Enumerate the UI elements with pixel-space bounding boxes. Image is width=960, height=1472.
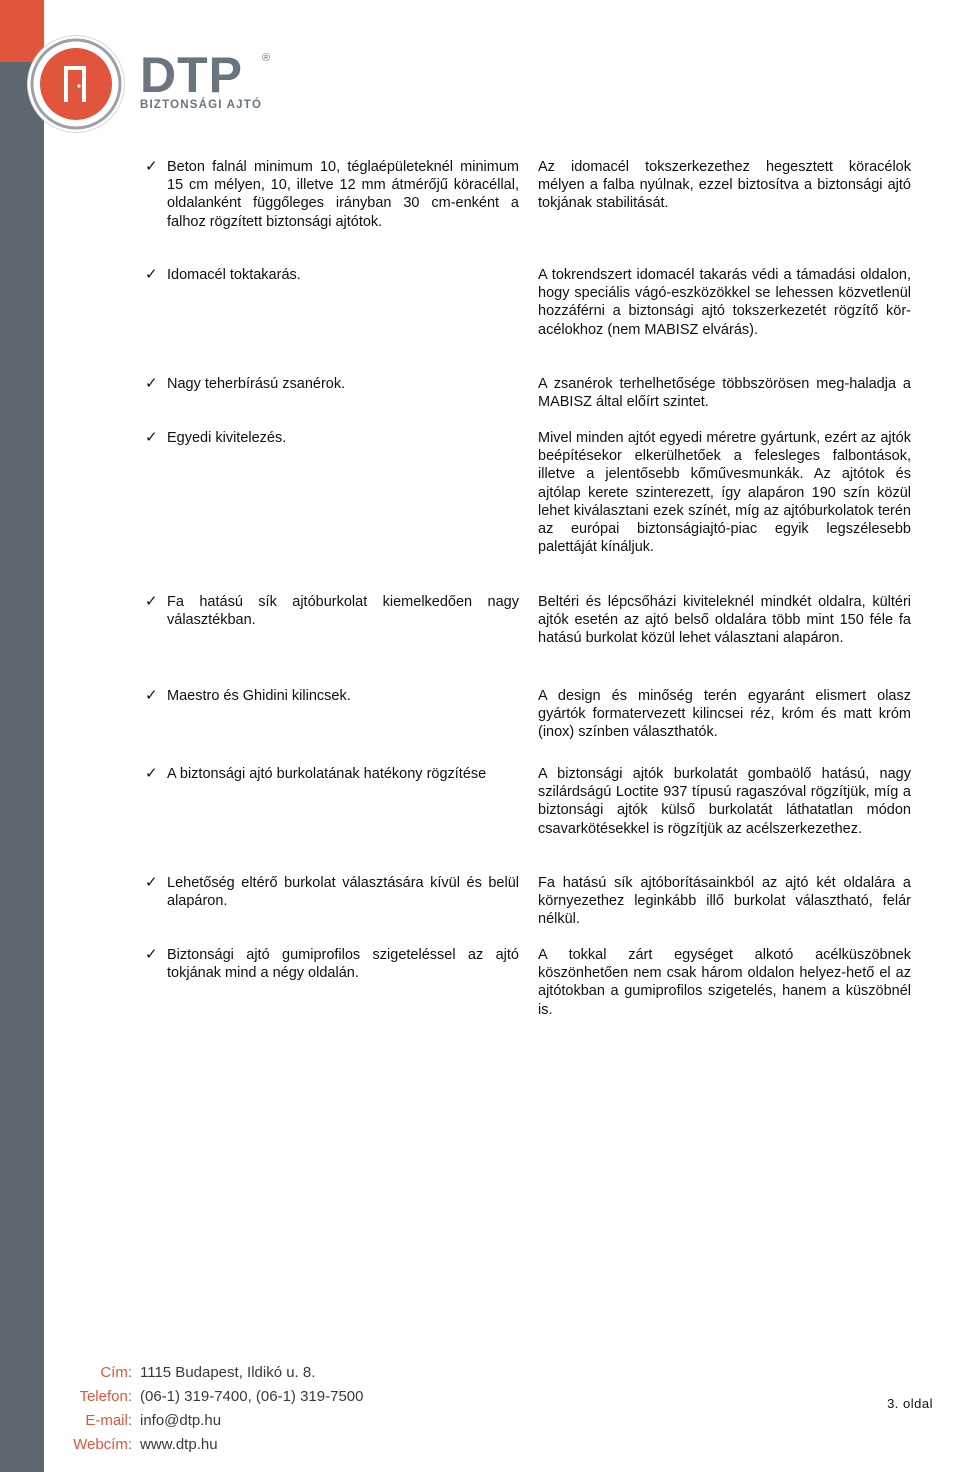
feature-title: Beton falnál minimum 10, téglaépületeknél minimum 15 cm mélyen, 10, illetve 12 mm átmérőjű köracéllal, oldalanként függőleges irányban 30 cm-enként a falhoz rögzített biztonsági ajtótok. [167,159,519,230]
email-value[interactable]: info@dtp.hu [140,1411,222,1429]
feature-title: Fa hatású sík ajtóburkolat kiemelkedően nagy választékban. [167,594,519,629]
feature-description: A tokrendszert idomacél takarás védi a támadási oldalon, hogy speciális vágó-eszközökkel se lehessen közvetlenül hozzáférni a biztonsági ajtó tokszerkezetét rögzítő kör-acélokhoz (nem MABISZ elvárás). [538,267,911,338]
checkmark-icon: ✓ [145,429,158,446]
feature-description: Beltéri és lépcsőházi kiviteleknél mindkét oldalra, kültéri ajtók esetén az ajtó belső oldalára több mint 150 féle fa hatású burkolat közül lehet választani alapáron. [538,594,911,647]
feature-title: Lehetőség eltérő burkolat választására kívül és belül alapáron. [167,875,519,910]
checkmark-icon: ✓ [145,874,158,891]
logo-wordmark: DTP [140,47,243,103]
address-value: 1115 Budapest, Ildikó u. 8. [140,1363,316,1381]
feature-description: Az idomacél tokszerkezethez hegesztett köracélok mélyen a falba nyúlnak, ezzel biztosítva a biztonsági ajtó tokjának stabilitását. [538,159,911,212]
logo-tagline: BIZTONSÁGI AJTÓ [140,99,263,111]
web-line [60,1432,380,1456]
page-number: 3. oldal [887,1396,933,1411]
address-label: Cím: [100,1363,132,1381]
sidebar-band [0,0,44,1472]
checkmark-icon: ✓ [145,158,158,175]
feature-title: Nagy teherbírású zsanérok. [167,376,346,392]
address-line [60,1360,380,1384]
feature-description: A tokkal zárt egységet alkotó acélküszöbnek köszönhetően nem csak három oldalon helyez-hető el az ajtótokban a gumiprofilos szigetelés, hanem a küszöbnél is. [538,947,911,1018]
feature-description: Mivel minden ajtót egyedi méretre gyártunk, ezért az ajtók beépítésekor elkerülhetőek a felesleges falbontások, illetve a jelentősebb kőművesmunkák. Az ajtótok és ajtólap kerete szinterezett, így alapáron 190 szín közül lehet kiválasztani ezek színét, míg az ajtóburkolatok terén az európai biztonságiajtó-piac egyik legszélesebb palettáját kínáljuk. [538,430,911,556]
checkmark-icon: ✓ [145,946,158,963]
checkmark-icon: ✓ [145,375,158,392]
checkmark-icon: ✓ [145,593,158,610]
email-label: E-mail: [85,1411,132,1429]
contact-footer [60,1360,380,1456]
web-label: Webcím: [73,1435,132,1453]
feature-title: Egyedi kivitelezés. [167,430,287,446]
checkmark-icon: ✓ [145,687,158,704]
feature-description: A design és minőség terén egyaránt elismert olasz gyártók formatervezett kilincsei réz, króm és matt króm (inox) színben választhatók. [538,688,911,741]
email-line [60,1408,380,1432]
logo [28,36,288,136]
feature-title: Idomacél toktakarás. [167,267,301,283]
checkmark-icon: ✓ [145,765,158,782]
feature-title: Biztonsági ajtó gumiprofilos szigeteléssel az ajtó tokjának mind a négy oldalán. [167,947,519,982]
logo-door-icon [28,36,124,132]
feature-title: A biztonsági ajtó burkolatának hatékony rögzítése [167,766,487,782]
phone-label: Telefon: [79,1387,132,1405]
phone-line [60,1384,380,1408]
registered-mark: ® [262,52,271,64]
phone-value: (06-1) 319-7400, (06-1) 319-7500 [140,1387,364,1405]
feature-description: A biztonsági ajtók burkolatát gombaölő hatású, nagy szilárdságú Loctite 937 típusú ragaszóval rögzítjük, míg a biztonsági ajtók külső burkolatát láthatatlan módon csavarkötésekkel is rögzítjük az acélszerkezethez. [538,766,911,837]
feature-title: Maestro és Ghidini kilincsek. [167,688,351,704]
checkmark-icon: ✓ [145,266,158,283]
feature-description: A zsanérok terhelhetősége többszörösen meg-haladja a MABISZ által előírt szintet. [538,376,911,411]
feature-description: Fa hatású sík ajtóborításainkból az ajtó két oldalára a környezethez leginkább illő burkolat választható, felár nélkül. [538,875,911,928]
web-value[interactable]: www.dtp.hu [140,1435,218,1453]
